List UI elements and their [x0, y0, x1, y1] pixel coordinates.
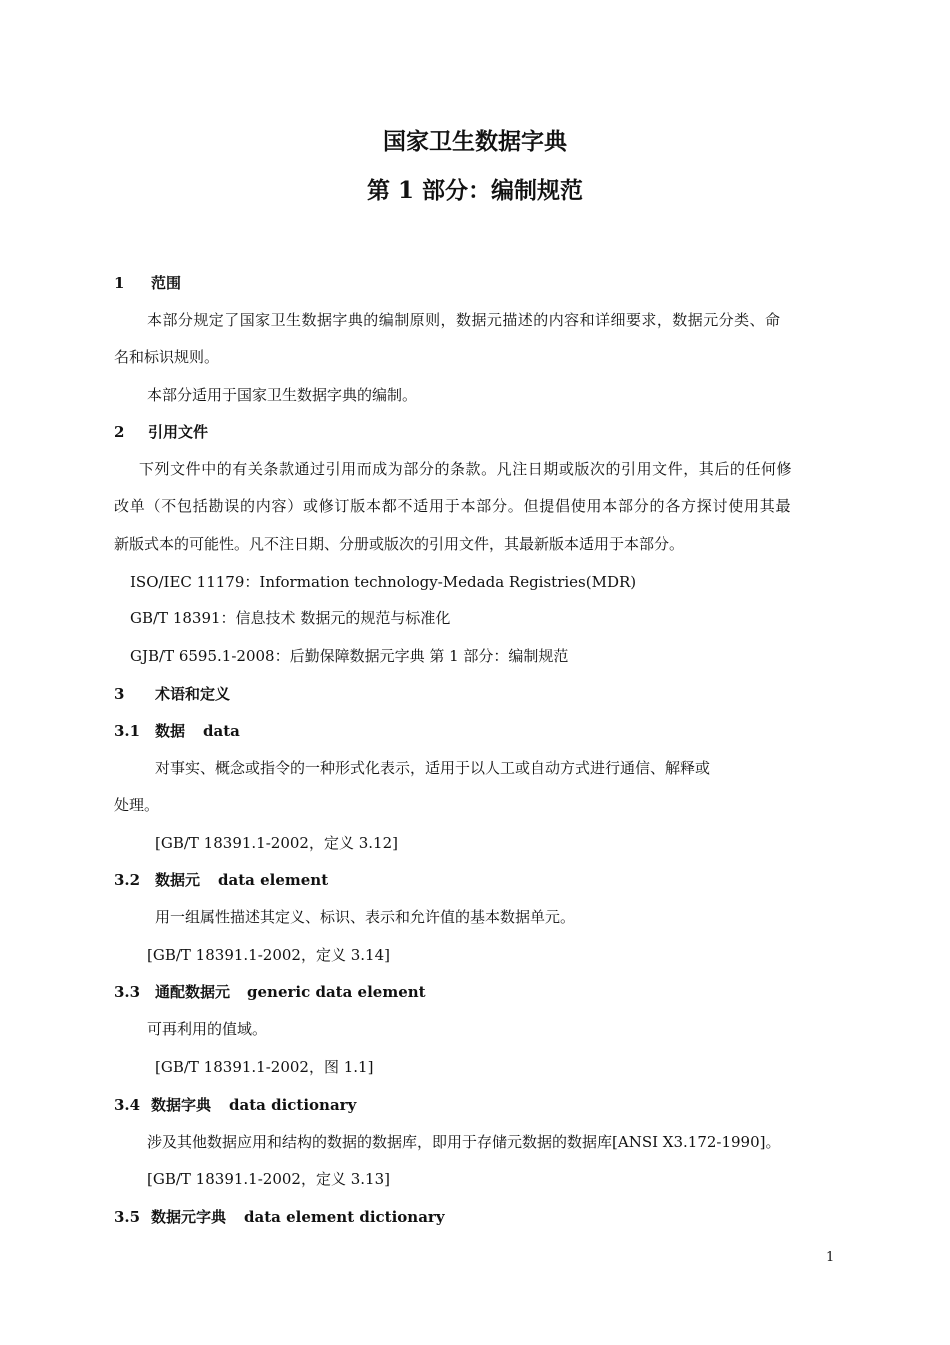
- term-number: 3.3: [114, 983, 141, 1001]
- reference-item: ISO/IEC 11179：Information technology-Medada Registries(MDR): [130, 573, 637, 591]
- term-heading: [114, 1095, 356, 1115]
- term-source: [GB/T 18391.1-2002，图 1.1]: [155, 1058, 374, 1076]
- term-number: 3.1: [114, 722, 141, 740]
- section-number: 2: [114, 423, 125, 441]
- section-title: 范围: [151, 274, 182, 292]
- term-heading: [114, 721, 240, 741]
- reference-item: GJB/T 6595.1-2008：后勤保障数据元字典 第 1 部分：编制规范: [130, 647, 569, 665]
- paragraph-line: 改单（不包括勘误的内容）或修订版本都不适用于本部分。但提倡使用本部分的各方探讨使用其最: [114, 497, 792, 515]
- document-title: 国家卫生数据字典: [383, 128, 567, 155]
- term-definition: 处理。: [114, 796, 160, 814]
- section-number: 3: [114, 685, 125, 703]
- term-number: 3.5: [114, 1208, 141, 1226]
- term-definition: 可再利用的值域。: [147, 1020, 268, 1038]
- paragraph-line: 新版式本的可能性。凡不注日期、分册或版次的引用文件，其最新版本适用于本部分。: [114, 535, 685, 553]
- paragraph-line: 本部分适用于国家卫生数据字典的编制。: [147, 386, 418, 404]
- section-1-heading: [114, 273, 181, 293]
- section-number: 1: [114, 274, 125, 292]
- term-chinese: 通配数据元: [155, 983, 231, 1001]
- term-definition: 涉及其他数据应用和结构的数据的数据库，即用于存储元数据的数据库[ANSI X3.172-1990]。: [147, 1133, 781, 1151]
- term-source: [GB/T 18391.1-2002，定义 3.13]: [147, 1170, 390, 1188]
- term-heading: [114, 1207, 445, 1227]
- term-heading: [114, 870, 328, 890]
- term-english: data element dictionary: [244, 1208, 445, 1226]
- paragraph-line: 本部分规定了国家卫生数据字典的编制原则，数据元描述的内容和详细要求，数据元分类、命: [147, 311, 781, 329]
- section-title: 引用文件: [148, 423, 209, 441]
- term-english: generic data element: [247, 983, 426, 1001]
- term-english: data element: [218, 871, 329, 889]
- paragraph-line: 下列文件中的有关条款通过引用而成为部分的条款。凡注日期或版次的引用文件，其后的任何修: [139, 460, 793, 478]
- term-english: data dictionary: [229, 1096, 357, 1114]
- document-subtitle: 第 1 部分：编制规范: [366, 177, 584, 204]
- reference-item: GB/T 18391：信息技术 数据元的规范与标准化: [130, 609, 451, 627]
- paragraph-line: 名和标识规则。: [114, 348, 220, 366]
- term-heading: [114, 982, 426, 1002]
- term-source: [GB/T 18391.1-2002，定义 3.12]: [155, 834, 398, 852]
- term-chinese: 数据元: [155, 871, 201, 889]
- section-3-heading: [114, 684, 230, 704]
- term-chinese: 数据元字典: [151, 1208, 227, 1226]
- term-source: [GB/T 18391.1-2002，定义 3.14]: [147, 946, 390, 964]
- term-chinese: 数据字典: [151, 1096, 212, 1114]
- section-2-heading: [114, 422, 208, 442]
- page-number: 1: [826, 1250, 835, 1265]
- term-number: 3.4: [114, 1096, 141, 1114]
- section-title: 术语和定义: [155, 685, 231, 703]
- term-definition: 用一组属性描述其定义、标识、表示和允许值的基本数据单元。: [155, 908, 576, 926]
- term-definition: 对事实、概念或指令的一种形式化表示，适用于以人工或自动方式进行通信、解释或: [155, 759, 711, 777]
- term-chinese: 数据: [155, 722, 186, 740]
- term-number: 3.2: [114, 871, 141, 889]
- term-english: data: [203, 722, 240, 740]
